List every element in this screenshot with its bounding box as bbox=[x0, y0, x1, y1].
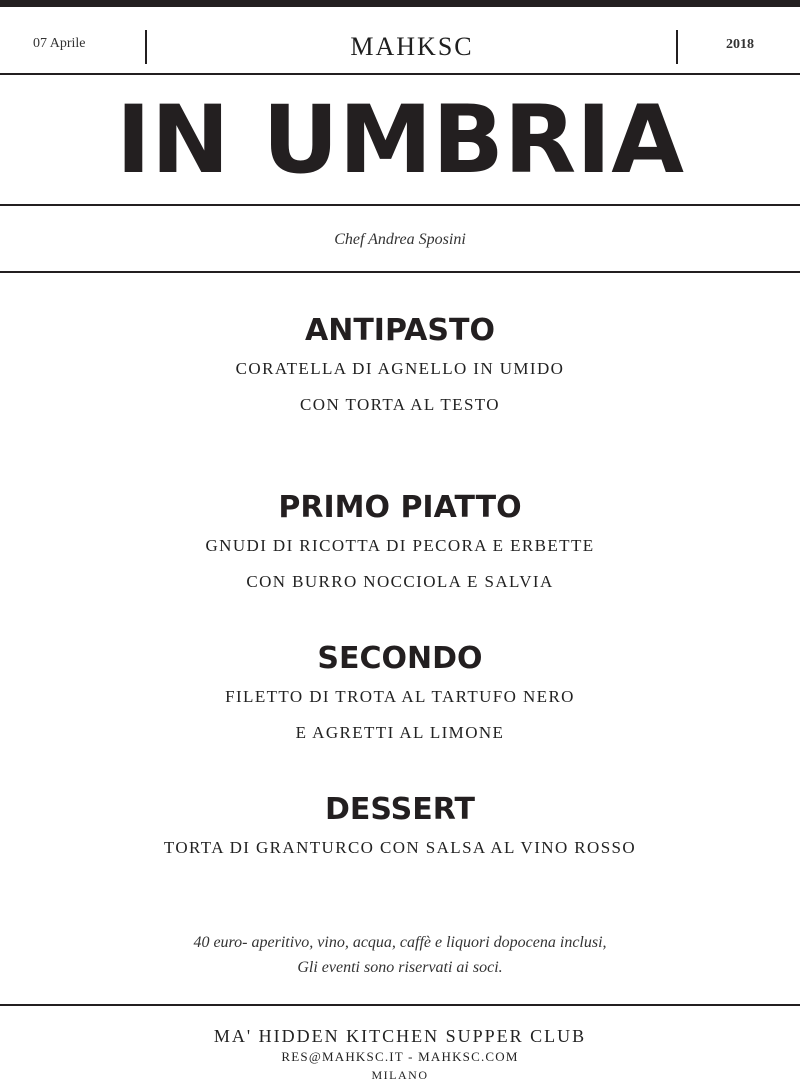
dish-line: CORATELLA DI AGNELLO IN UMIDO bbox=[235, 359, 565, 378]
course-secondo bbox=[0, 639, 800, 751]
course-primo-piatto bbox=[0, 488, 800, 600]
membership-note-line: Gli eventi sono riservati ai soci. bbox=[297, 959, 503, 976]
city-name: MILANO bbox=[371, 1068, 429, 1082]
title-rule bbox=[0, 204, 800, 206]
chef-name: Chef Andrea Sposini bbox=[334, 231, 466, 248]
top-rule bbox=[0, 0, 800, 7]
course-dessert bbox=[0, 790, 800, 866]
event-date: 07 Aprile bbox=[33, 36, 86, 51]
chef-rule bbox=[0, 271, 800, 273]
header-divider-left bbox=[145, 30, 147, 64]
footer-rule bbox=[0, 1004, 800, 1006]
dish-line: TORTA DI GRANTURCO CON SALSA AL VINO ROSSO bbox=[163, 838, 637, 857]
dish-line: CON BURRO NOCCIOLA E SALVIA bbox=[246, 572, 554, 591]
price-note bbox=[0, 930, 800, 980]
footer bbox=[0, 1024, 800, 1084]
price-note-line: 40 euro- aperitivo, vino, acqua, caffè e liquori dopocena inclusi, bbox=[193, 934, 607, 951]
club-name: MA' HIDDEN KITCHEN SUPPER CLUB bbox=[213, 1026, 587, 1046]
header-divider-right bbox=[676, 30, 678, 64]
course-title: ANTIPASTO bbox=[305, 313, 495, 348]
course-title: SECONDO bbox=[317, 641, 483, 676]
dish-line: FILETTO DI TROTA AL TARTUFO NERO bbox=[225, 687, 575, 706]
course-title: DESSERT bbox=[325, 792, 475, 827]
brand-name: MAHKSC bbox=[350, 32, 474, 61]
menu-title: IN UMBRIA bbox=[116, 86, 684, 195]
header-rule bbox=[0, 73, 800, 75]
dish-line: CON TORTA AL TESTO bbox=[300, 395, 500, 414]
dish-line: GNUDI DI RICOTTA DI PECORA E ERBETTE bbox=[205, 536, 595, 555]
event-year: 2018 bbox=[726, 37, 754, 52]
contact-info: RES@MAHKSC.IT - MAHKSC.COM bbox=[281, 1049, 519, 1064]
dish-line: E AGRETTI AL LIMONE bbox=[295, 723, 505, 742]
course-antipasto bbox=[0, 311, 800, 423]
course-title: PRIMO PIATTO bbox=[278, 490, 522, 525]
